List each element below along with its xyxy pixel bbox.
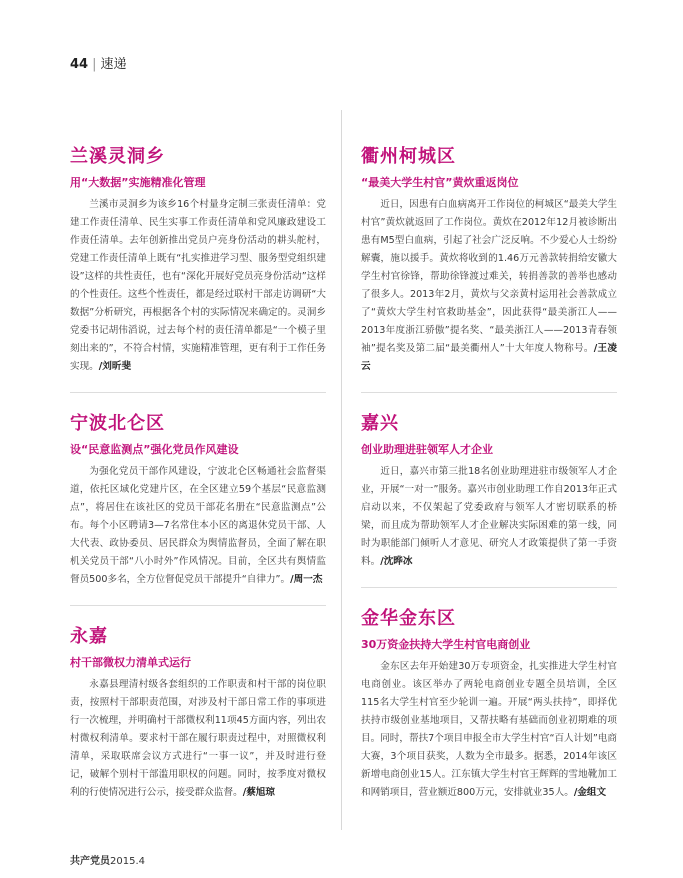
article-body: [70, 196, 326, 376]
article-separator: [361, 392, 617, 393]
section-label: 速递: [100, 57, 127, 72]
article-author: /沈晔冰: [380, 556, 413, 567]
article-subtitle: 设“民意监测点”强化党员作风建设: [70, 443, 239, 456]
article-text: 金东区去年开始建30万专项资金，扎实推进大学生村官电商创业。该区举办了两轮电商创业专题全员培训，全区115名大学生村官至少轮训一遍。开展“两头扶持”，即择优扶持市级创业基地项目，又帮扶略有基础而创业初期难的项目。同时，帮扶7个项目申报全市大学生村官“百人计划”电商大赛，3个项目获奖，人数为全市最多。据悉，2014年该区新增电商创业15人。江东镇大学生村官王辉辉的雪地靴加工和网销项目，营业额近800万元，安排就业35人。: [361, 661, 617, 798]
left-column: [70, 136, 326, 818]
article-body: [361, 196, 617, 376]
article-separator: [361, 587, 617, 588]
article-title: 衢州柯城区: [361, 146, 456, 167]
article-separator: [70, 392, 326, 393]
article-author: /周一杰: [290, 574, 323, 585]
article: [361, 403, 617, 571]
article: [70, 403, 326, 589]
article-text: 永嘉县理清村级各套组织的工作职责和村干部的岗位职责，按照村干部职责范围，对涉及村干部日常工作的事项进行一次梳理，并明确村干部微权利11项45方面内容，列出农村微权利清单。要求村干部在履行职责过程中，对照微权利清单，采取联席会议方式进行“一事一议”，并及时进行登记，破解个别村干部滥用职权的问题。同时，按季度对微权利的行使情况进行公示，接受群众监督。: [70, 679, 326, 798]
article-title: 宁波北仑区: [70, 413, 165, 434]
article-title: 金华金东区: [361, 608, 456, 629]
article-author: /刘昕斐: [98, 361, 132, 372]
article-text: 兰溪市灵洞乡为该乡16个村量身定制三张责任清单：党建工作责任清单、民生实事工作责任清单和党风廉政建设工作责任清单。去年创新推出党员户亮身份活动的耕头舵村，党建工作责任清单上既有“扎实推进学习型、服务型党组织建设”这样的共性责任，也有“深化开展好党员亮身份活动”这样的个性责任。这些个性责任，都是经过联村干部走访调研“大数据”分析研究，再根据各个村的实际情况来确定的。灵洞乡党委书记胡伟滔说，过去每个村的责任清单都是“一个模子里刻出来的”，不符合村情，实施精准管理，更有利于工作任务实现。: [70, 199, 326, 372]
article-subtitle: 村干部微权力清单式运行: [70, 656, 191, 669]
header-divider: |: [92, 57, 97, 72]
article-subtitle: 用“大数据”实施精准化管理: [70, 176, 206, 189]
issue-number: 2015.4: [110, 856, 145, 867]
article-author: /蔡旭琼: [242, 787, 275, 798]
article-text: 近日，因患有白血病离开工作岗位的柯城区“最美大学生村官”黄炊就返回了工作岗位。黄炊在2012年12月被诊断出患有M5型白血病，引起了社会广泛反响。不少爱心人士纷纷解囊，施以援手。黄炊将收到的1.46万元善款转捐给安徽大学生村官徐锋，帮助徐锋渡过难关，转捐善款的善举也感动了很多人。2013年2月，黄炊与父亲黄村运用社会善款成立了“黄炊大学生村官救助基金”，因此获得“最美浙江人——2013年度浙江骄傲”提名奖、“最美浙江人——2013青春领袖”提名奖及第二届“最美衢州人”十大年度人物称号。: [361, 199, 617, 354]
article-text: 为强化党员干部作风建设，宁波北仑区畅通社会监督渠道，依托区域化党建片区，在全区建立59个基层“民意监测点”，将居住在该社区的党员干部花名册在“民意监测点”公布。每个小区聘请3—7名常住本小区的离退休党员干部、人大代表、政协委员、居民群众为舆情监督员，全面了解在职机关党员干部“八小时外”作风情况。目前，全区共有舆情监督员500多名，全方位督促党员干部提升“自律力”。: [70, 466, 326, 585]
column-divider: [341, 110, 342, 830]
article-body: [70, 463, 326, 589]
article-author: /王凌云: [361, 343, 617, 372]
article: [70, 616, 326, 802]
article-body: [361, 463, 617, 571]
article: [361, 598, 617, 802]
magazine-logo: 共产党员: [70, 856, 110, 867]
article-subtitle: “最美大学生村官”黄炊重返岗位: [361, 176, 519, 189]
page-number: 44: [70, 57, 89, 72]
article-subtitle: 30万资金扶持大学生村官电商创业: [361, 638, 531, 651]
right-column: [361, 136, 617, 818]
page-footer: [70, 852, 145, 867]
article-title: 兰溪灵洞乡: [70, 146, 165, 167]
article: [70, 136, 326, 376]
page-header: [70, 53, 127, 72]
article-body: [70, 676, 326, 802]
article-subtitle: 创业助理进驻领军人才企业: [361, 443, 493, 456]
article-title: 嘉兴: [361, 413, 399, 434]
article-separator: [70, 605, 326, 606]
article-body: [361, 658, 617, 802]
article-text: 近日，嘉兴市第三批18名创业助理进驻市级领军人才企业，开展“一对一”服务。嘉兴市创业助理工作自2013年正式启动以来，不仅架起了党委政府与领军人才密切联系的桥梁，而且成为帮助领军人才企业解决实际困难的第一线，同时为职能部门倾听人才意见、研究人才政策提供了第一手资料。: [361, 466, 617, 567]
article-author: /金组文: [573, 787, 607, 798]
article-title: 永嘉: [70, 626, 108, 647]
article: [361, 136, 617, 376]
